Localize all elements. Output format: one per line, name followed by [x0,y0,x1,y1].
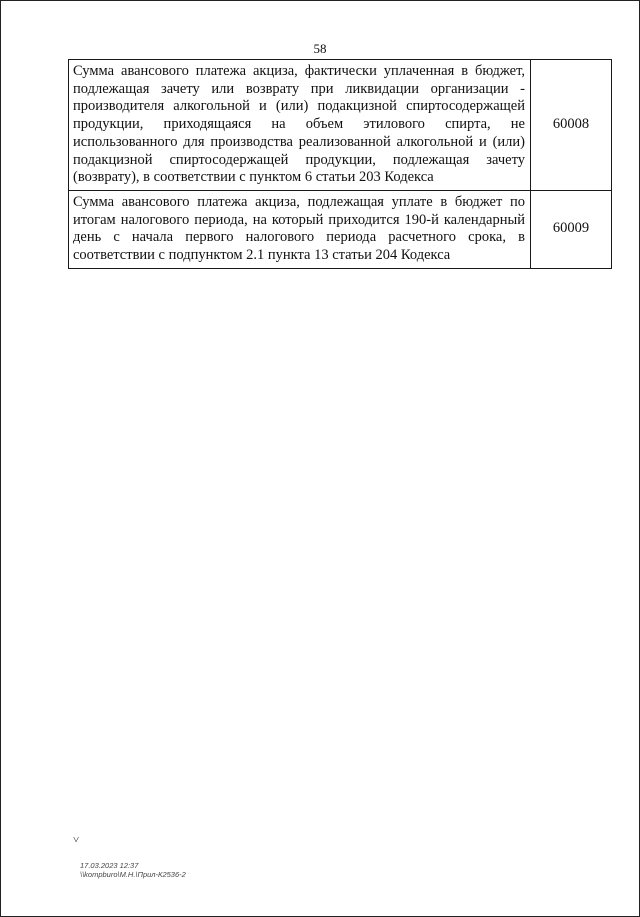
page-number: 58 [313,41,327,56]
table-row [69,60,612,191]
row-description: Сумма авансового платежа акциза, фактически уплаченная в бюджет, подлежащая зачету или возврату при ликвидации организации - производителя алкогольной и (или) подакцизной спиртосодержащей продукции, приходящаяся на объем этилового спирта, не использованного для производства реализованной алкогольной и (или) подакцизной спиртосодержащей продукции, подлежащая зачету (возврату), в соответствии с пунктом 6 статьи 203 Кодекса [69,60,531,191]
row-description: Сумма авансового платежа акциза, подлежащая уплате в бюджет по итогам налогового периода, на который приходится 190-й календарный день с начала первого налогового периода расчетного срока, в соответствии с подпунктом 2.1 пункта 13 статьи 204 Кодекса [69,190,531,268]
bottom-mark: ˅ [73,834,80,846]
table-row [69,190,612,268]
row-code: 60009 [531,190,612,268]
footer [80,861,186,879]
codes-table [68,59,612,269]
row-code: 60008 [531,60,612,191]
footer-datetime: 17.03.2023 12:37 [80,861,139,870]
footer-path: \\kompburo\М.Н.\Прил-К2536-2 [80,870,186,879]
